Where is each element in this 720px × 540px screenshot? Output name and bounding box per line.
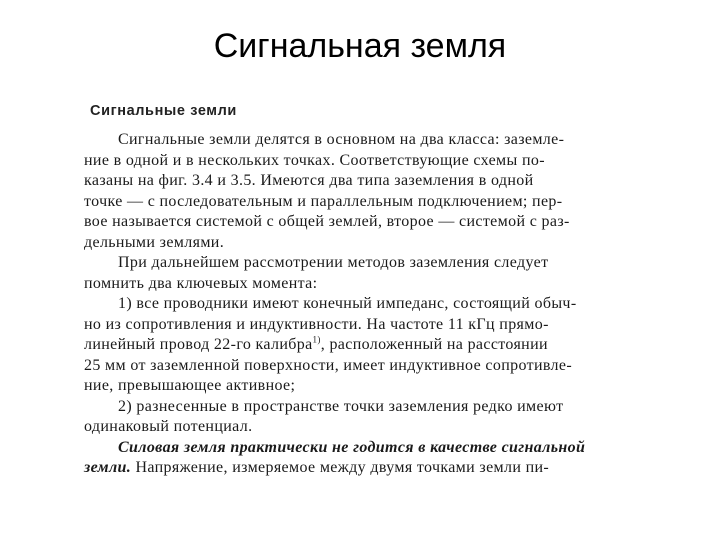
section-heading: Сигнальные земли <box>90 103 237 119</box>
text-line: При дальнейшем рассмотрении методов заземления следует <box>118 254 549 271</box>
text-line-with-footnote <box>84 335 644 356</box>
text-line: точке — с последовательным и параллельным подключением; пер- <box>84 192 563 210</box>
text-line-start: линейный провод 22-го калибра <box>84 336 313 353</box>
text-line: но из сопротивления и индуктивности. На частоте 11 кГц прямо- <box>84 315 549 333</box>
emphasized-text: земли. <box>84 459 132 476</box>
slide-title: Сигнальная земля <box>213 27 507 65</box>
text-line: казаны на фиг. 3.4 и 3.5. Имеются два типа заземления в одной <box>84 172 534 189</box>
scanned-page-excerpt <box>84 102 644 479</box>
text-line: Сигнальные земли делятся в основном на два класса: заземле- <box>118 131 565 148</box>
text-line: ние, превышающее активное; <box>84 377 296 394</box>
text-line-end: , расположенный на расстоянии <box>320 336 548 353</box>
text-line: дельными землями. <box>84 233 225 251</box>
text-line: 25 мм от заземленной поверхности, имеет индуктивное сопротивле- <box>84 356 573 374</box>
text-line: 2) разнесенные в пространстве точки заземления редко имеют <box>118 397 564 415</box>
text-line: ние в одной и в нескольких точках. Соответствующие схемы по- <box>84 151 545 169</box>
text-line-end: Напряжение, измеряемое между двумя точками земли пи- <box>131 459 550 476</box>
emphasized-text-line: Силовая земля практически не годится в качестве сигнальной <box>118 438 586 456</box>
text-line-mixed <box>84 458 644 479</box>
text-line: помнить два ключевых момента: <box>84 274 318 292</box>
text-line: вое называется системой с общей землей, второе — системой с раз- <box>84 213 570 230</box>
text-line: одинаковый потенциал. <box>84 418 253 435</box>
text-line: 1) все проводники имеют конечный импеданс, состоящий обыч- <box>118 295 577 312</box>
footnote-mark: 1) <box>312 334 321 345</box>
